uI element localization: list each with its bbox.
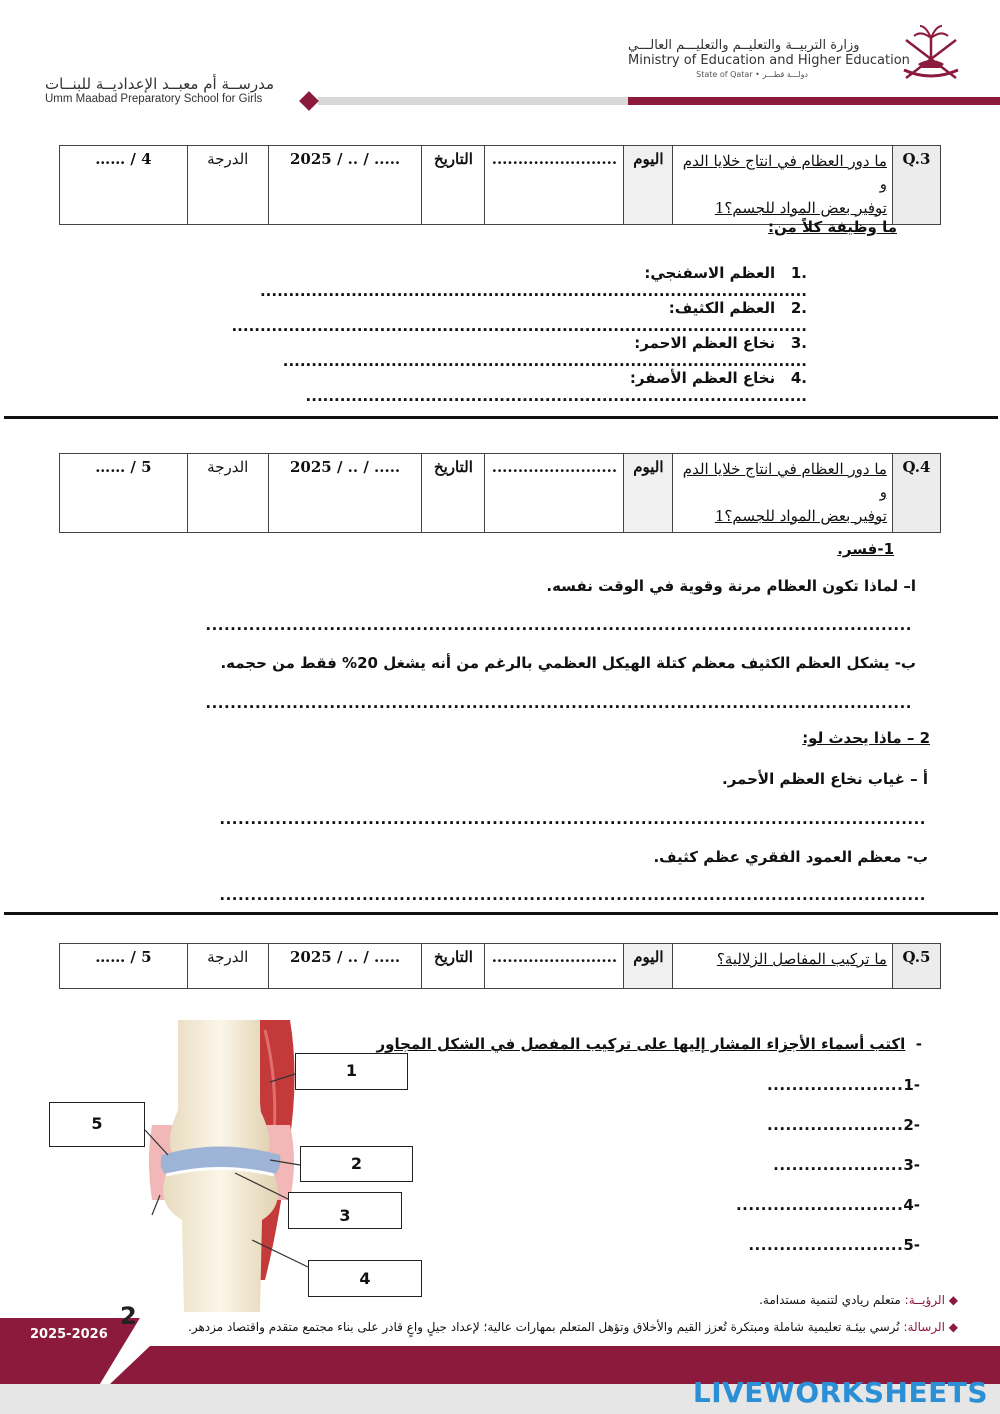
vision-label: الرؤيــة:	[904, 1293, 945, 1307]
mission-label: الرسالة:	[903, 1320, 945, 1334]
q4-s2-b: ب- معظم العمود الفقري عظم كثيف.	[653, 848, 928, 866]
q4-day-label: اليوم	[624, 454, 673, 533]
ministry-name-ar: وزارة التربيــة والتعليــم والتعليـــم العالـــي	[628, 38, 860, 53]
q5-dash: -	[915, 1035, 922, 1053]
q5-answer-row	[736, 1196, 920, 1214]
q5-day-label: اليوم	[624, 944, 673, 989]
liveworksheets-logo[interactable]: LIVEWORKSHEETS	[692, 1376, 988, 1409]
q3-title-line1: ما دور العظام في انتاج خلايا الدم و	[682, 152, 887, 194]
q3-item	[247, 264, 807, 299]
vision-line	[759, 1293, 958, 1307]
q3-score[interactable]: …… / 4	[60, 146, 188, 225]
q4-score[interactable]: …… / 5	[60, 454, 188, 533]
q3-item	[247, 369, 807, 404]
q4-s1-b-answer[interactable]: ..................................................................................................................	[205, 694, 912, 712]
q4-s2-a: أ – غياب نخاع العظم الأحمر.	[722, 770, 928, 788]
q3-date-label: التاريخ	[422, 146, 485, 225]
label-box-1[interactable]: 1	[295, 1053, 408, 1090]
q5-score[interactable]: …… / 5	[60, 944, 188, 989]
q3-item-text: نخاع العظم الأصفر:	[629, 369, 776, 387]
page-number: 2	[120, 1302, 137, 1330]
q5-info-table	[59, 943, 941, 989]
q3-item-text: العظم الكثيف:	[668, 299, 776, 317]
q5-day-field[interactable]: ........................	[485, 944, 624, 989]
label-box-5[interactable]: 5	[49, 1102, 145, 1147]
q3-item-answer[interactable]: ............................................................................................	[282, 352, 807, 370]
header-band-accent	[628, 97, 1000, 105]
q5-answer-row	[748, 1236, 920, 1254]
q4-s1-b: ب- يشكل العظم الكثيف معظم كتلة الهيكل العظمي بالرغم من أنه يشغل 20% فقط من حجمه.	[220, 654, 916, 672]
label-box-3[interactable]: 3	[288, 1192, 402, 1229]
q5-title-text: ما تركيب المفاصل الزلالية؟	[716, 950, 887, 968]
footer-band	[0, 1318, 1000, 1384]
q3-title	[673, 146, 893, 225]
q3-item-text: نخاع العظم الاحمر:	[634, 334, 776, 352]
q4-score-label: الدرجة	[187, 454, 268, 533]
q5-answer-field[interactable]: ...........................	[735, 1196, 904, 1214]
q3-item	[231, 299, 807, 335]
q3-number: Q.3	[892, 146, 940, 225]
label-box-2[interactable]: 2	[300, 1146, 413, 1182]
q3-date[interactable]: 2025 / .. / .....	[268, 146, 422, 225]
q4-title-line1: ما دور العظام في انتاج خلايا الدم و	[682, 460, 887, 502]
ministry-name-en: Ministry of Education and Higher Education	[628, 53, 910, 68]
q5-title	[673, 944, 893, 989]
vision-text: متعلم ريادي لتنمية مستدامة.	[759, 1293, 901, 1307]
header-diamond	[299, 91, 319, 111]
q4-s1-a-answer[interactable]: ..................................................................................................................	[205, 616, 912, 634]
q4-s1-heading: 1-فسر.	[837, 540, 894, 558]
school-year: 2025-2026	[30, 1327, 108, 1342]
q4-number: Q.4	[892, 454, 940, 533]
q3-item-num: .4	[790, 369, 807, 387]
q3-item-num: .3	[790, 334, 807, 352]
q3-info-table	[59, 145, 941, 225]
state-name: State of Qatar • دولـــة قطـــر	[696, 70, 808, 79]
q4-s2-a-answer[interactable]: ..................................................................................................................	[219, 810, 926, 828]
q3-item-answer[interactable]: .....................................................................................................	[231, 317, 807, 335]
q5-answer-row	[767, 1116, 920, 1134]
school-block	[45, 75, 290, 105]
ministry-block	[628, 38, 928, 79]
label-box-4[interactable]: 4	[308, 1260, 422, 1297]
q3-item	[247, 334, 807, 369]
q3-score-label: الدرجة	[187, 146, 268, 225]
q5-answer-num: -1	[903, 1076, 920, 1094]
q3-item-answer[interactable]: ........................................................................................	[305, 387, 807, 405]
q5-answer-field[interactable]: ......................	[766, 1116, 904, 1134]
q5-answer-field[interactable]: ......................	[766, 1076, 904, 1094]
q4-s2-heading: 2 – ماذا يحدث لو:	[802, 729, 930, 747]
q4-date[interactable]: 2025 / .. / .....	[268, 454, 422, 533]
q5-answer-num: -5	[903, 1236, 920, 1254]
q5-date-label: التاريخ	[422, 944, 485, 989]
q5-score-label: الدرجة	[187, 944, 268, 989]
mission-text: نُرسي بيئـة تعليمية شاملة ومبتكرة تُعزز القيم والأخلاق وتؤهل المتعلم بمهارات عالية؛ لإعداد جيلٍ واعٍ قادر على بناء مجتمع متقدم واقتصاد مزدهر.	[188, 1320, 900, 1334]
diamond-bullet-icon: ◆	[948, 1320, 958, 1334]
q5-answer-num: -2	[903, 1116, 920, 1134]
q4-info-table	[59, 453, 941, 533]
q3-day-label: اليوم	[624, 146, 673, 225]
q4-s2-b-answer[interactable]: ..................................................................................................................	[219, 886, 926, 904]
q5-answer-row	[773, 1156, 920, 1174]
section-divider	[4, 912, 998, 915]
q4-day-field[interactable]: ........................	[485, 454, 624, 533]
q4-s1-a: ا– لماذا تكون العظام مرنة وقوية في الوقت نفسه.	[546, 577, 916, 595]
q4-title-line2: توفير بعض المواد للجسم؟1	[714, 506, 887, 525]
q5-answer-num: -3	[903, 1156, 920, 1174]
school-name-ar: مدرســة أم معبــد الإعداديــة للبنــات	[45, 75, 275, 93]
q5-instruction-row	[377, 1035, 923, 1053]
q3-title-line2: توفير بعض المواد للجسم؟1	[714, 198, 887, 217]
section-divider	[4, 416, 998, 419]
q3-item-num: .1	[790, 264, 807, 282]
q5-answer-num: -4	[903, 1196, 920, 1214]
q5-answer-row	[767, 1076, 920, 1094]
q3-day-field[interactable]: ........................	[485, 146, 624, 225]
q5-answer-field[interactable]: .....................	[773, 1156, 904, 1174]
q5-answer-field[interactable]: .........................	[748, 1236, 904, 1254]
pointer-lines	[140, 1060, 320, 1290]
q3-heading: ما وظيفة كلاً من:	[768, 218, 897, 236]
q4-title	[673, 454, 893, 533]
q5-instruction: اكتب أسماء الأجزاء المشار إليها على تركيب المفصل في الشكل المجاور	[376, 1035, 906, 1053]
q5-date[interactable]: 2025 / .. / .....	[268, 944, 422, 989]
q3-item-text: العظم الاسفنجي:	[644, 264, 776, 282]
q3-item-answer[interactable]: ................................................................................................	[259, 282, 807, 300]
q3-items	[231, 264, 807, 405]
q3-item-num: .2	[790, 299, 807, 317]
qatar-emblem-icon	[896, 20, 966, 86]
diamond-bullet-icon: ◆	[948, 1293, 958, 1307]
q4-date-label: التاريخ	[422, 454, 485, 533]
q5-number: Q.5	[892, 944, 940, 989]
school-name-en: Umm Maabad Preparatory School for Girls	[45, 93, 263, 105]
